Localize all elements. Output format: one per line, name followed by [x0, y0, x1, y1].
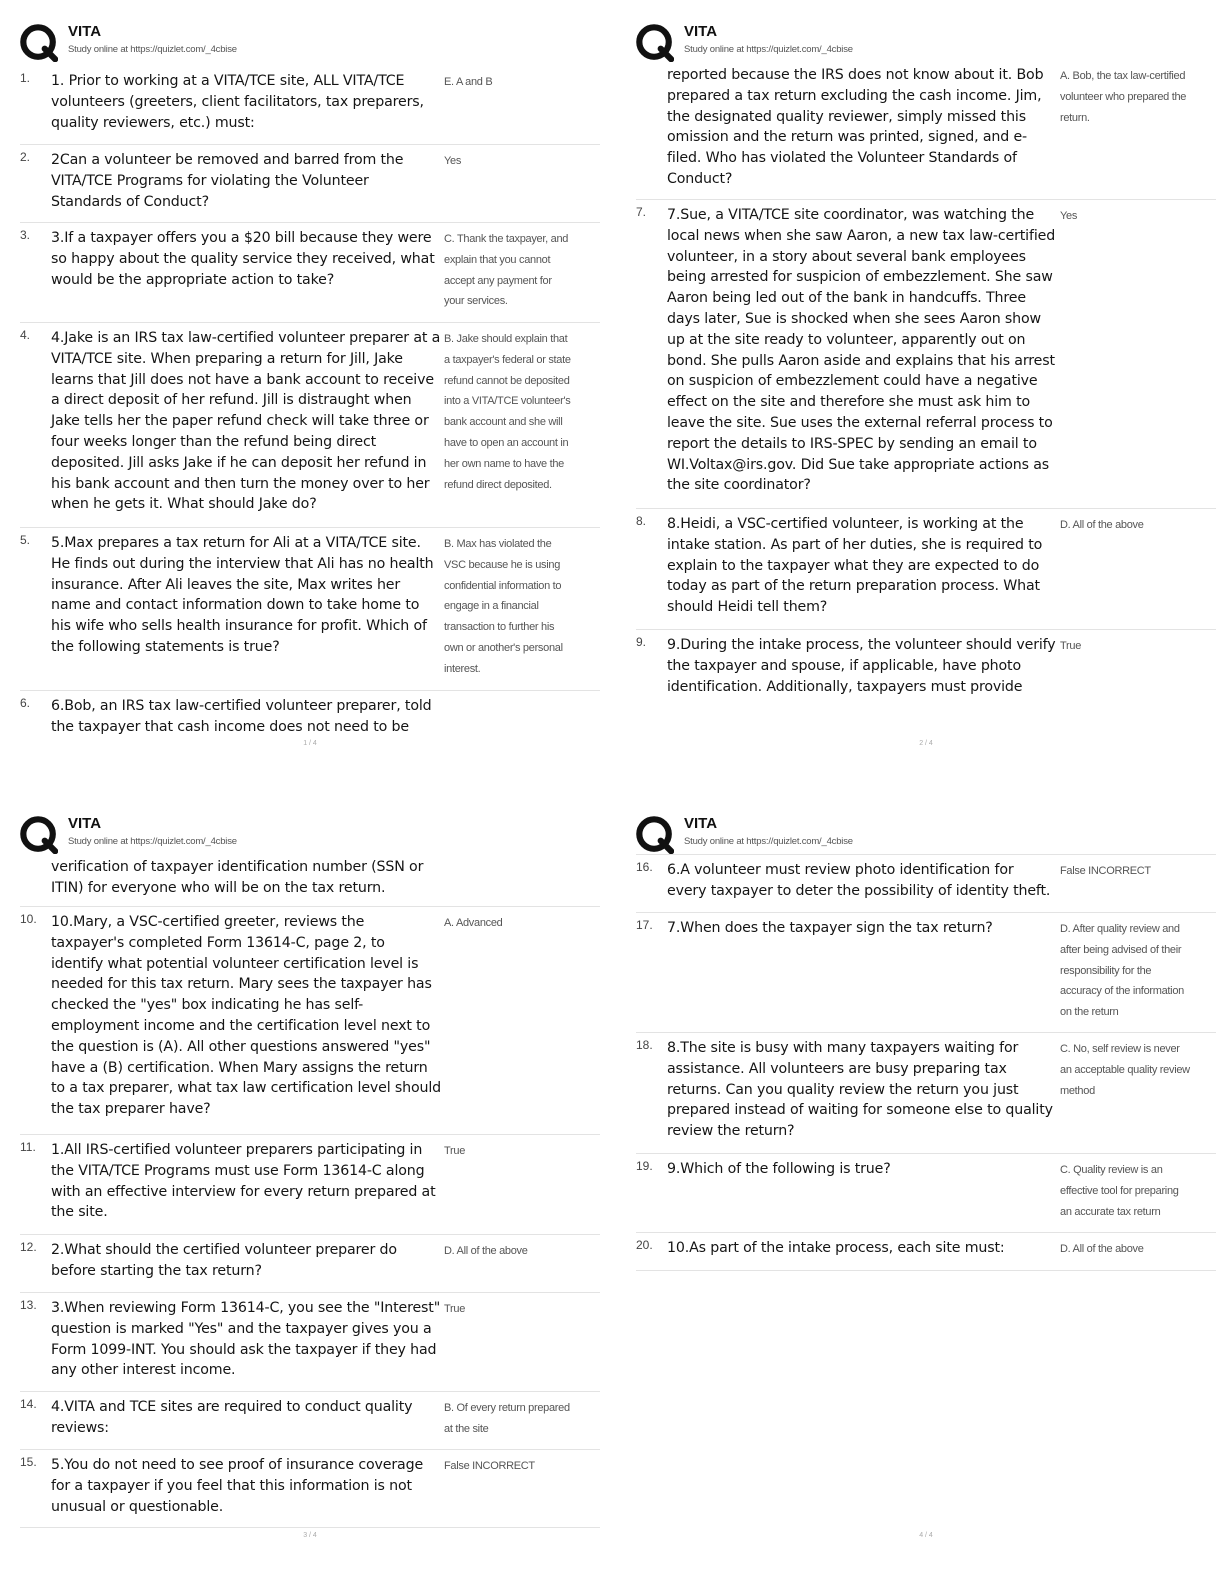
- page-footer: 1 / 4: [303, 740, 317, 747]
- answer-text: E. A and B: [444, 76, 493, 88]
- question-text: reported because the IRS does not know about it. Bob prepared a tax return excluding the cash income. Jim, the designated quality reviewer, simply missed this omission and the return was printed, signed, and e-filed. Who has violated the Volunteer Standards of Conduct?: [667, 67, 1044, 187]
- question-row: [20, 691, 600, 745]
- page-footer: 3 / 4: [303, 1532, 317, 1539]
- page-header: [636, 812, 1216, 858]
- question-text: 2.What should the certified volunteer preparer do before starting the tax return?: [51, 1242, 397, 1279]
- question-list: [20, 66, 600, 745]
- row-number: 10.: [20, 912, 37, 926]
- answer-text: True: [444, 1303, 466, 1315]
- question-list: [20, 852, 600, 1528]
- answer-text: D. After quality review and after being advised of their responsibility for the accuracy of the information on the return: [1060, 923, 1184, 1019]
- answer-text: False INCORRECT: [444, 1460, 535, 1472]
- question-text: 10.Mary, a VSC-certified greeter, reviews the taxpayer's completed Form 13614-C, page 2, to identify what potential volunteer certification level is needed for this tax return. Mary sees the taxpayer has checked the "yes" box indicating he has self-employment income and the certification level next to the question is (A). All other questions answered "yes" have a (B) certification. When Mary assigns the return to a tax preparer, what tax law certification level should the tax preparer have?: [51, 914, 441, 1118]
- question-text: 9.During the intake process, the volunteer should verify the taxpayer and spouse, if applicable, have photo identification. Additionally, taxpayers must provide: [667, 637, 1056, 695]
- page-4: [636, 812, 1216, 1582]
- question-text: 1.All IRS-certified volunteer preparers participating in the VITA/TCE Programs must use Form 13614-C along with an effective interview for every return prepared at the site.: [51, 1142, 436, 1221]
- study-online-link[interactable]: Study online at https://quizlet.com/_4cbise: [684, 836, 853, 847]
- page-footer: 4 / 4: [919, 1532, 933, 1539]
- question-list: [636, 854, 1216, 1271]
- row-number: 17.: [636, 918, 653, 932]
- answer-text: C. No, self review is never an acceptable quality review method: [1060, 1043, 1190, 1097]
- study-online-link[interactable]: Study online at https://quizlet.com/_4cbise: [68, 836, 237, 847]
- question-text: 6.Bob, an IRS tax law-certified volunteer preparer, told the taxpayer that cash income does not need to be: [51, 698, 432, 735]
- question-row: [636, 509, 1216, 630]
- question-row: [636, 1033, 1216, 1154]
- question-text: verification of taxpayer identification number (SSN or ITIN) for everyone who will be on the tax return.: [51, 859, 424, 896]
- row-number: 18.: [636, 1038, 653, 1052]
- row-number: 20.: [636, 1238, 653, 1252]
- question-text: 1. Prior to working at a VITA/TCE site, ALL VITA/TCE volunteers (greeters, client facilitators, tax preparers, quality reviewers, etc.) must:: [51, 73, 424, 131]
- quizlet-logo-icon: [20, 24, 58, 62]
- row-number: 2.: [20, 150, 31, 164]
- answer-text: A. Advanced: [444, 917, 503, 929]
- question-row: [20, 1392, 600, 1450]
- answer-text: C. Quality review is an effective tool for preparing an accurate tax return: [1060, 1164, 1179, 1218]
- brand-title: VITA: [684, 815, 718, 832]
- answer-text: B. Max has violated the VSC because he is using confidential information to engage in a financial transaction to further his own or another's personal interest.: [444, 538, 563, 675]
- answer-text: B. Of every return prepared at the site: [444, 1402, 570, 1435]
- question-text: 3.When reviewing Form 13614-C, you see the "Interest" question is marked "Yes" and the taxpayer gives you a Form 1099-INT. You should ask the taxpayer if they had any other interest income.: [51, 1300, 441, 1379]
- question-row: [20, 223, 600, 323]
- question-row: [20, 323, 600, 528]
- row-number: 3.: [20, 228, 31, 242]
- question-row: [20, 907, 600, 1135]
- row-number: 13.: [20, 1298, 37, 1312]
- question-row: [20, 1135, 600, 1235]
- question-text: 9.Which of the following is true?: [667, 1161, 891, 1177]
- question-text: 4.VITA and TCE sites are required to conduct quality reviews:: [51, 1399, 413, 1436]
- brand-title: VITA: [684, 23, 718, 40]
- row-number: 15.: [20, 1455, 37, 1469]
- row-number: 7.: [636, 205, 647, 219]
- question-row: [636, 913, 1216, 1033]
- row-number: 14.: [20, 1397, 37, 1411]
- question-row: [20, 1293, 600, 1392]
- question-row: [636, 60, 1216, 200]
- page-1: [20, 20, 600, 790]
- question-row: [636, 1233, 1216, 1271]
- row-number: 16.: [636, 860, 653, 874]
- question-text: 8.Heidi, a VSC-certified volunteer, is working at the intake station. As part of her duties, she is required to explain to the taxpayer what they are expected to do today as part of the return preparation process. What should Heidi tell them?: [667, 516, 1043, 616]
- question-text: 10.As part of the intake process, each site must:: [667, 1240, 1005, 1256]
- row-number: 9.: [636, 635, 647, 649]
- question-list: [636, 60, 1216, 708]
- page-2: [636, 20, 1216, 790]
- answer-text: B. Jake should explain that a taxpayer's federal or state refund cannot be deposited into a VITA/TCE volunteer's bank account and she will have to open an account in her own name to have the refund direct deposited.: [444, 333, 571, 491]
- page-3: [20, 812, 600, 1582]
- question-row: [20, 1235, 600, 1293]
- row-number: 4.: [20, 328, 31, 342]
- question-row: [20, 1450, 600, 1528]
- answer-text: D. All of the above: [1060, 1243, 1144, 1255]
- quizlet-logo-icon: [636, 24, 674, 62]
- answer-text: True: [1060, 640, 1082, 652]
- answer-text: A. Bob, the tax law-certified volunteer who prepared the return.: [1060, 70, 1187, 124]
- question-text: 7.When does the taxpayer sign the tax return?: [667, 920, 993, 936]
- row-number: 1.: [20, 71, 31, 85]
- question-row: [20, 528, 600, 691]
- question-text: 7.Sue, a VITA/TCE site coordinator, was watching the local news when she saw Aaron, a new tax law-certified volunteer, in a story about several bank employees being arrested for suspicion of embezzlement. She saw Aaron being led out of the bank in handcuffs. Three days later, Sue is shocked when she sees Aaron show up at the site ready to volunteer, apparently out on bond. She pulls Aaron aside and explains that his arrest on suspicion of embezzlement could have a negative effect on the site and therefore she must ask him to leave the site. Sue uses the external referral process to report the details to IRS-SPEC by sending an email to WI.Voltax@irs.gov. Did Sue take appropriate actions as the site coordinator?: [667, 207, 1056, 494]
- question-text: 5.You do not need to see proof of insurance coverage for a taxpayer if you feel that this information is not unusual or questionable.: [51, 1457, 424, 1515]
- quizlet-logo-icon: [20, 816, 58, 854]
- quizlet-logo-icon: [636, 816, 674, 854]
- brand-title: VITA: [68, 23, 102, 40]
- answer-text: D. All of the above: [444, 1245, 528, 1257]
- question-text: 2Can a volunteer be removed and barred from the VITA/TCE Programs for violating the Volunteer Standards of Conduct?: [51, 152, 404, 210]
- question-text: 4.Jake is an IRS tax law-certified volunteer preparer at a VITA/TCE site. When preparing a return for Jill, Jake learns that Jill does not have a bank account to receive a direct deposit of her refund. Jill is distraught when Jake tells her the paper refund check will take three or four weeks longer than the refund being direct deposited. Jill asks Jake if he can deposit her refund in his bank account and then turn the money over to her when he gets it. What should Jake do?: [51, 330, 441, 513]
- answer-text: Yes: [444, 155, 462, 167]
- row-number: 5.: [20, 533, 31, 547]
- question-text: 6.A volunteer must review photo identification for every taxpayer to deter the possibility of identity theft.: [667, 862, 1051, 899]
- question-row: [636, 855, 1216, 913]
- row-number: 12.: [20, 1240, 37, 1254]
- row-number: 8.: [636, 514, 647, 528]
- answer-text: False INCORRECT: [1060, 865, 1151, 877]
- answer-text: True: [444, 1145, 466, 1157]
- question-row: [20, 66, 600, 145]
- question-text: 3.If a taxpayer offers you a $20 bill because they were so happy about the quality service they received, what would be the appropriate action to take?: [51, 230, 435, 288]
- question-text: 5.Max prepares a tax return for Ali at a VITA/TCE site. He finds out during the interview that Ali has no health insurance. After Ali leaves the site, Max writes her name and contact information down to take home to his wife who sells health insurance for profit. Which of the following statements is true?: [51, 535, 434, 655]
- question-row: [20, 145, 600, 223]
- question-text: 8.The site is busy with many taxpayers waiting for assistance. All volunteers are busy preparing tax returns. Can you quality review the return you just prepared instead of waiting for someone else to quality review the return?: [667, 1040, 1053, 1140]
- answer-text: C. Thank the taxpayer, and explain that you cannot accept any payment for your services.: [444, 233, 569, 308]
- study-online-link[interactable]: Study online at https://quizlet.com/_4cbise: [68, 44, 237, 55]
- brand-title: VITA: [68, 815, 102, 832]
- row-number: 6.: [20, 696, 31, 710]
- question-row: [636, 200, 1216, 509]
- question-row: [636, 630, 1216, 708]
- page-footer: 2 / 4: [919, 740, 933, 747]
- row-number: 11.: [20, 1140, 36, 1154]
- question-row: [636, 1154, 1216, 1233]
- page-header: [20, 20, 600, 66]
- study-online-link[interactable]: Study online at https://quizlet.com/_4cbise: [684, 44, 853, 55]
- row-number: 19.: [636, 1159, 653, 1173]
- answer-text: Yes: [1060, 210, 1078, 222]
- answer-text: D. All of the above: [1060, 519, 1144, 531]
- question-row: [20, 852, 600, 907]
